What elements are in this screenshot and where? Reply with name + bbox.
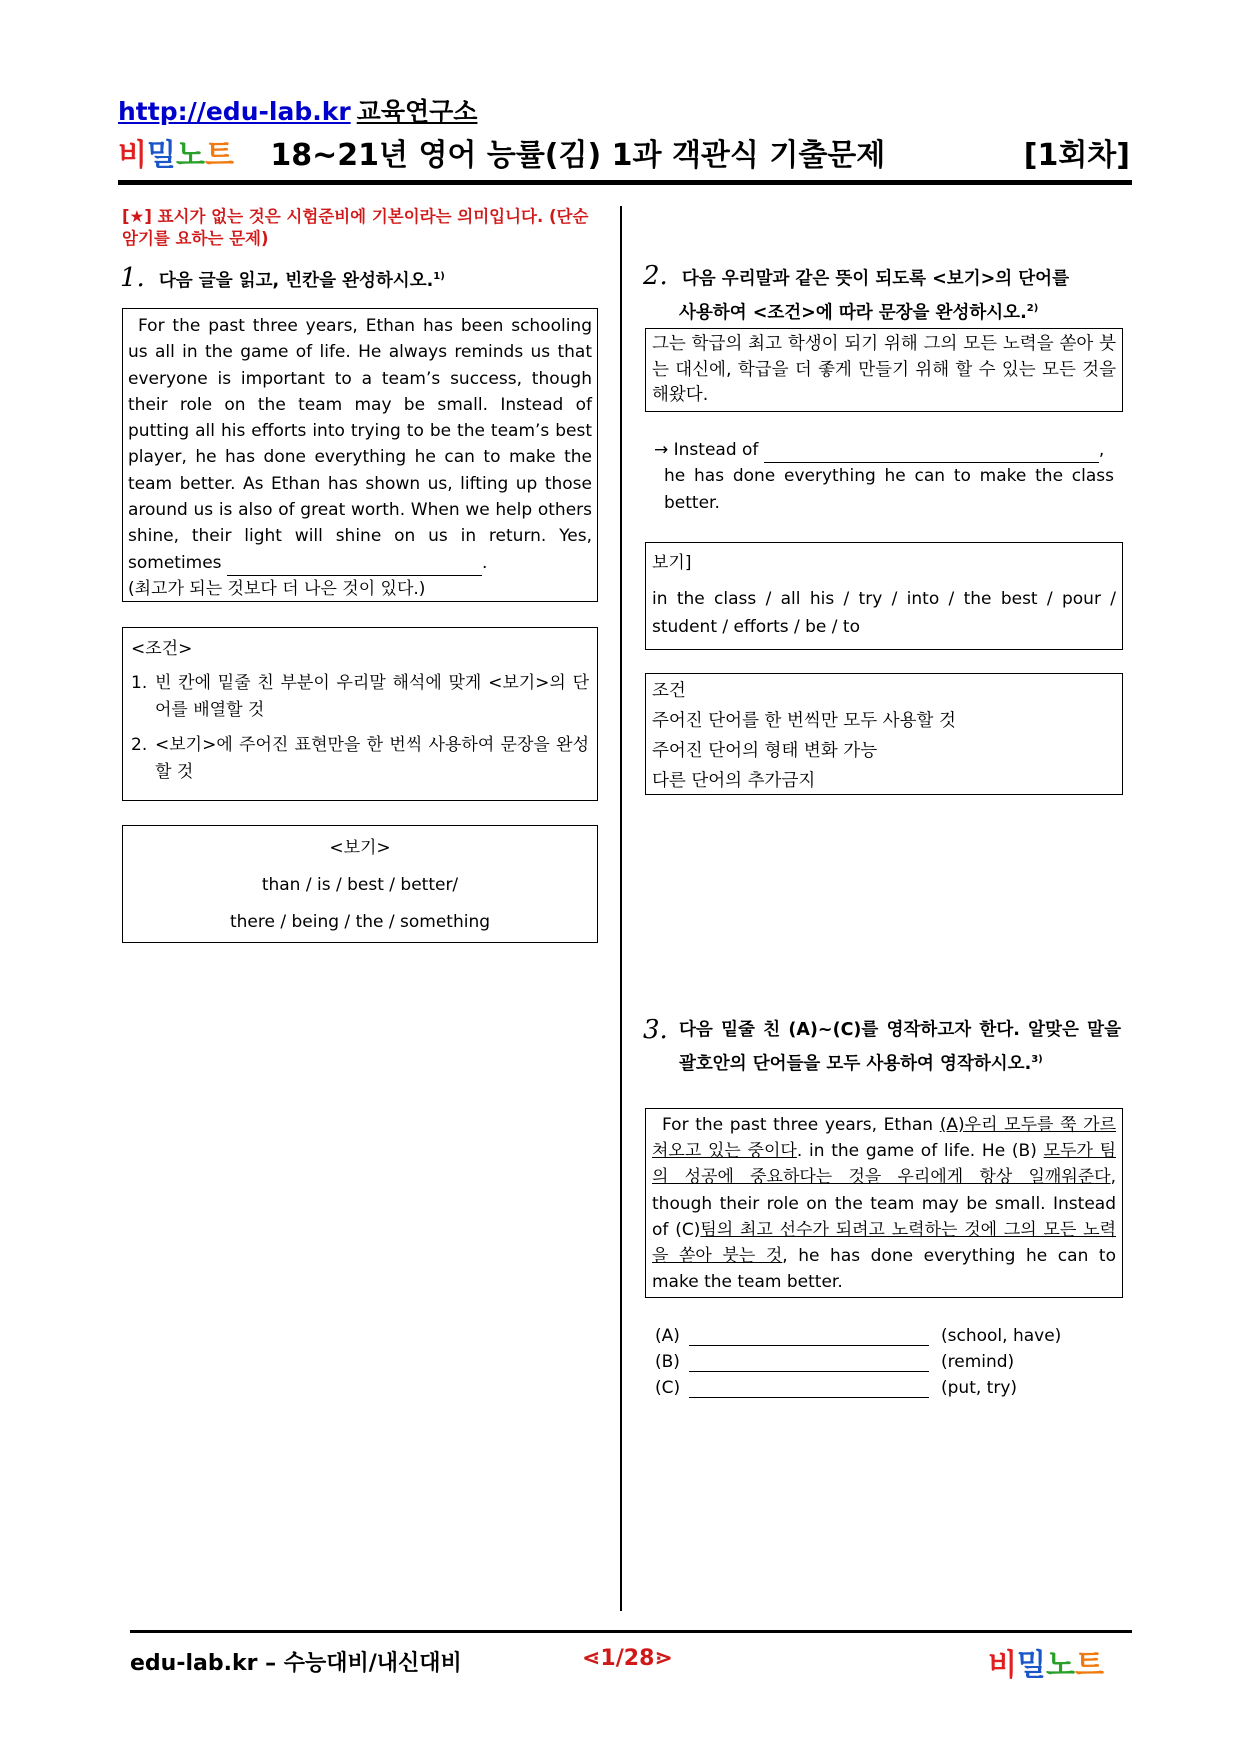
q2-condition-2: 주어진 단어의 형태 변화 가능 bbox=[652, 741, 878, 761]
q2-korean: 그는 학급의 최고 학생이 되기 위해 그의 모든 노력을 쏟아 붓는 대신에, 학급을 더 좋게 만들기 위해 할 수 있는 모든 것을 해왔다. bbox=[652, 334, 1116, 405]
q3-underline-c: 팀의 최고 선수가 되려고 노력하는 것에 그의 모든 노력을 쏟아 붓는 것 bbox=[652, 1219, 1117, 1267]
q1-translation: (최고가 되는 것보다 더 나은 것이 있다.) bbox=[128, 578, 426, 599]
q2-prompt-line2: 사용하여 <조건>에 따라 문장을 완성하시오. bbox=[679, 302, 1027, 323]
header-url-line bbox=[118, 92, 477, 128]
q2-answer-rest: he has done everything he can to make the class better. bbox=[664, 466, 1114, 513]
q2-answer-prefix: → Instead of bbox=[654, 440, 759, 460]
q2-heading bbox=[643, 262, 1121, 328]
q1-passage: For the past three years, Ethan has been schooling us all in the game of life. He always reminds us that everyone is important to a team’s success, though their role on the team may be small. Instead of putting all his efforts into trying to be the team’s best player, he has done everything he can to make the team better. As Ethan has shown us, lifting up those around us is also of great worth. When we help others shine, their light will shine on us in return. Yes, sometimes . bbox=[128, 313, 592, 576]
q3-footnote: 3) bbox=[1031, 1054, 1043, 1065]
q3-underline-b: 모두가 팀의 성공에 중요하다는 것을 우리에게 항상 일깨워준다 bbox=[652, 1141, 1117, 1188]
q1-conditions-box bbox=[122, 627, 598, 801]
q3-prompt: 다음 밑줄 친 (A)~(C)를 영작하고자 한다. 알맞은 말을 괄호안의 단어들을 모두 사용하여 영작하시오. bbox=[679, 1020, 1121, 1074]
q1-bogi-line2: there / being / the / something bbox=[229, 912, 491, 932]
q2-conditions-title: 조건 bbox=[652, 681, 686, 701]
q1-passage-box bbox=[122, 308, 598, 602]
round-label: [1회차] bbox=[1023, 138, 1130, 173]
title-text: 18~21년 영어 능률(김) 1과 객관식 기출문제 bbox=[270, 138, 886, 173]
q1-bogi-title: <보기> bbox=[329, 838, 391, 858]
q3-answer-b-blank[interactable] bbox=[689, 1351, 929, 1372]
footer-brand-logo: 비밀노트 bbox=[988, 1648, 1104, 1683]
notice-text: [★] 표시가 없는 것은 시험준비에 기본이라는 의미입니다. (단순 암기를 요하는 문제) bbox=[122, 207, 589, 248]
site-link[interactable]: http://edu-lab.kr bbox=[118, 97, 351, 126]
q3-answer-c: (C) (put, try) bbox=[655, 1378, 1018, 1398]
q1-conditions-title: <조건> bbox=[131, 639, 193, 659]
document-title bbox=[118, 130, 1130, 174]
q1-number: 1. bbox=[120, 262, 145, 293]
q2-bogi-words: in the class / all his / try / into / the best / pour / student / efforts / be / to bbox=[652, 589, 1116, 637]
q2-number: 2. bbox=[643, 261, 668, 291]
q3-heading bbox=[643, 1016, 1121, 1079]
header-rule bbox=[118, 180, 1132, 185]
q3-answer-b: (B) (remind) bbox=[655, 1352, 1015, 1372]
q3-answer-c-blank[interactable] bbox=[689, 1377, 929, 1398]
footer-rule bbox=[130, 1630, 1132, 1633]
q1-heading bbox=[120, 262, 600, 296]
q1-bogi-line1: than / is / best / better/ bbox=[261, 875, 459, 895]
q2-condition-3: 다른 단어의 추가금지 bbox=[652, 771, 816, 791]
brand-logo: 비밀노트 bbox=[118, 138, 234, 173]
q1-footnote: 1) bbox=[433, 271, 445, 282]
q1-condition-2: 2. <보기>에 주어진 표현만을 한 번씩 사용하여 문장을 완성할 것 bbox=[131, 735, 589, 782]
q1-prompt: 다음 글을 읽고, 빈칸을 완성하시오. bbox=[158, 270, 434, 291]
q2-conditions-box bbox=[645, 673, 1123, 795]
q3-answers bbox=[655, 1320, 1115, 1398]
q1-condition-1: 1. 빈 칸에 밑줄 친 부분이 우리말 해석에 맞게 <보기>의 단어를 배열할 것 bbox=[131, 673, 589, 720]
institute-name: 교육연구소 bbox=[356, 97, 478, 126]
q2-condition-1: 주어진 단어를 한 번씩만 모두 사용할 것 bbox=[652, 711, 956, 731]
q2-bogi-box bbox=[645, 542, 1123, 650]
page-number: ⋖1/28⋗ bbox=[582, 1646, 673, 1671]
q2-bogi-title: 보기] bbox=[652, 553, 692, 573]
q2-answer-line: → Instead of , he has done everything he can to make the class better. bbox=[654, 437, 1114, 516]
column-divider bbox=[620, 206, 622, 1611]
q3-passage: For the past three years, Ethan (A)우리 모두를 쭉 가르쳐오고 있는 중이다. in the game of life. He (B) 모두가 팀의 성공에 중요하다는 것을 우리에게 항상 일깨워준다, though their role on the team may be small. Instead of (C)팀의 최고 선수가 되려고 노력하는 것에 그의 모든 노력을 쏟아 붓는 것, he has done everything he can to make the team better. bbox=[652, 1115, 1117, 1293]
q2-korean-box bbox=[645, 328, 1123, 412]
q3-underline-a: (A)우리 모두를 쭉 가르쳐오고 있는 중이다 bbox=[652, 1115, 1117, 1162]
q2-prompt-line1: 다음 우리말과 같은 뜻이 되도록 <보기>의 단어를 bbox=[681, 269, 1069, 289]
q3-answer-a-blank[interactable] bbox=[689, 1325, 929, 1346]
q1-bogi-box bbox=[122, 825, 598, 943]
q3-answer-a: (A) (school, have) bbox=[655, 1326, 1062, 1346]
footer-site: edu-lab.kr – 수능대비/내신대비 bbox=[130, 1651, 462, 1676]
q3-passage-box bbox=[645, 1108, 1123, 1298]
q3-number: 3. bbox=[643, 1015, 668, 1045]
q2-footnote: 2) bbox=[1026, 303, 1039, 314]
